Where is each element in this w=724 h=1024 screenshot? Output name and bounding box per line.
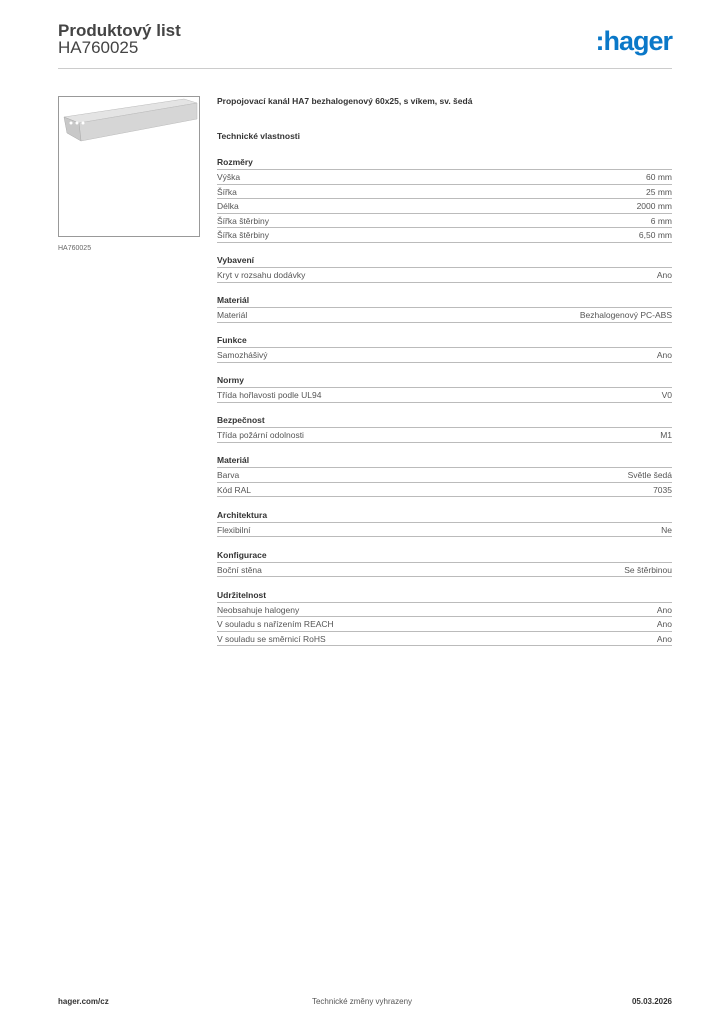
spec-value: 7035 — [653, 484, 672, 495]
spec-label: Kryt v rozsahu dodávky — [217, 270, 306, 280]
section-heading: Vybavení — [217, 253, 672, 268]
spec-value: 6 mm — [650, 215, 672, 226]
section-heading: Materiál — [217, 453, 672, 468]
tech-properties-title: Technické vlastnosti — [217, 131, 300, 141]
spec-value: Ano — [656, 350, 672, 360]
spec-row — [217, 523, 672, 538]
spec-row — [217, 214, 672, 229]
spec-value: V0 — [661, 390, 672, 400]
spec-section — [217, 155, 672, 243]
spec-row — [217, 563, 672, 578]
spec-row — [217, 268, 672, 283]
section-heading: Funkce — [217, 333, 672, 348]
spec-row — [217, 632, 672, 647]
image-caption: HA760025 — [58, 245, 92, 252]
footer-note: Technické změny vyhrazeny — [311, 997, 413, 1006]
spec-row — [217, 348, 672, 363]
spec-row — [217, 483, 672, 498]
section-heading: Rozměry — [217, 155, 672, 170]
product-name: Propojovací kanál HA7 bezhalogenový 60x25, s víkem, sv. šedá — [217, 96, 473, 106]
spec-label: Délka — [217, 201, 239, 211]
section-heading: Bezpečnost — [217, 413, 672, 428]
spec-value: 60 mm — [646, 172, 672, 182]
spec-row — [217, 199, 672, 214]
section-heading: Normy — [217, 373, 672, 388]
spec-row — [217, 468, 672, 483]
spec-row — [217, 170, 672, 185]
cable-duct-image — [59, 97, 199, 236]
spec-label: Šířka štěrbiny — [217, 230, 269, 240]
spec-section — [217, 413, 672, 443]
spec-label: Třída hořlavosti podle UL94 — [217, 390, 322, 400]
spec-value: Se štěrbinou — [624, 564, 672, 575]
section-heading: Konfigurace — [217, 548, 672, 563]
spec-row — [217, 185, 672, 200]
spec-row — [217, 308, 672, 323]
spec-value: 6,50 mm — [638, 230, 672, 240]
spec-label: Třída požární odolnosti — [217, 430, 304, 440]
spec-row — [217, 617, 672, 632]
spec-label: Výška — [217, 172, 241, 182]
spec-section — [217, 453, 672, 497]
spec-label: V souladu se směrnicí RoHS — [217, 633, 326, 644]
spec-label: Šířka štěrbiny — [217, 215, 269, 226]
spec-label: Barva — [217, 470, 240, 480]
spec-row — [217, 603, 672, 618]
footer-date: 05.03.2026 — [631, 997, 672, 1006]
product-details — [217, 95, 672, 657]
spec-label: Flexibilní — [217, 524, 251, 535]
page-title: Produktový list — [58, 21, 181, 40]
product-code: HA760025 — [58, 38, 139, 57]
spec-section — [217, 588, 672, 647]
spec-section — [217, 508, 672, 538]
spec-label: Kód RAL — [217, 484, 252, 495]
section-heading: Architektura — [217, 508, 672, 523]
spec-label: Šířka — [217, 186, 237, 197]
spec-value: Světle šedá — [627, 470, 672, 480]
spec-label: Neobsahuje halogeny — [217, 604, 300, 615]
spec-value: Ano — [656, 604, 672, 615]
section-heading: Materiál — [217, 293, 672, 308]
spec-value: 2000 mm — [636, 201, 672, 211]
spec-label: V souladu s nařízením REACH — [217, 619, 334, 629]
spec-value: 25 mm — [646, 186, 672, 197]
spec-section — [217, 548, 672, 578]
spec-sections — [217, 155, 672, 646]
footer-website[interactable]: hager.com/cz — [58, 997, 109, 1006]
product-image — [58, 96, 200, 237]
spec-row — [217, 388, 672, 403]
spec-value: M1 — [660, 430, 672, 440]
spec-value: Ano — [656, 633, 672, 644]
spec-label: Boční stěna — [217, 564, 262, 575]
spec-value: Bezhalogenový PC-ABS — [579, 310, 672, 320]
spec-row — [217, 228, 672, 243]
spec-label: Materiál — [217, 310, 248, 320]
hager-logo: :hager — [595, 26, 672, 56]
header-divider — [58, 68, 672, 69]
spec-section — [217, 333, 672, 363]
spec-value: Ne — [661, 524, 672, 535]
spec-value: Ano — [656, 619, 672, 629]
spec-section — [217, 293, 672, 323]
spec-section — [217, 253, 672, 283]
spec-row — [217, 428, 672, 443]
spec-value: Ano — [656, 270, 672, 280]
spec-section — [217, 373, 672, 403]
section-heading: Udržitelnost — [217, 588, 672, 603]
spec-label: Samozhášivý — [217, 350, 268, 360]
